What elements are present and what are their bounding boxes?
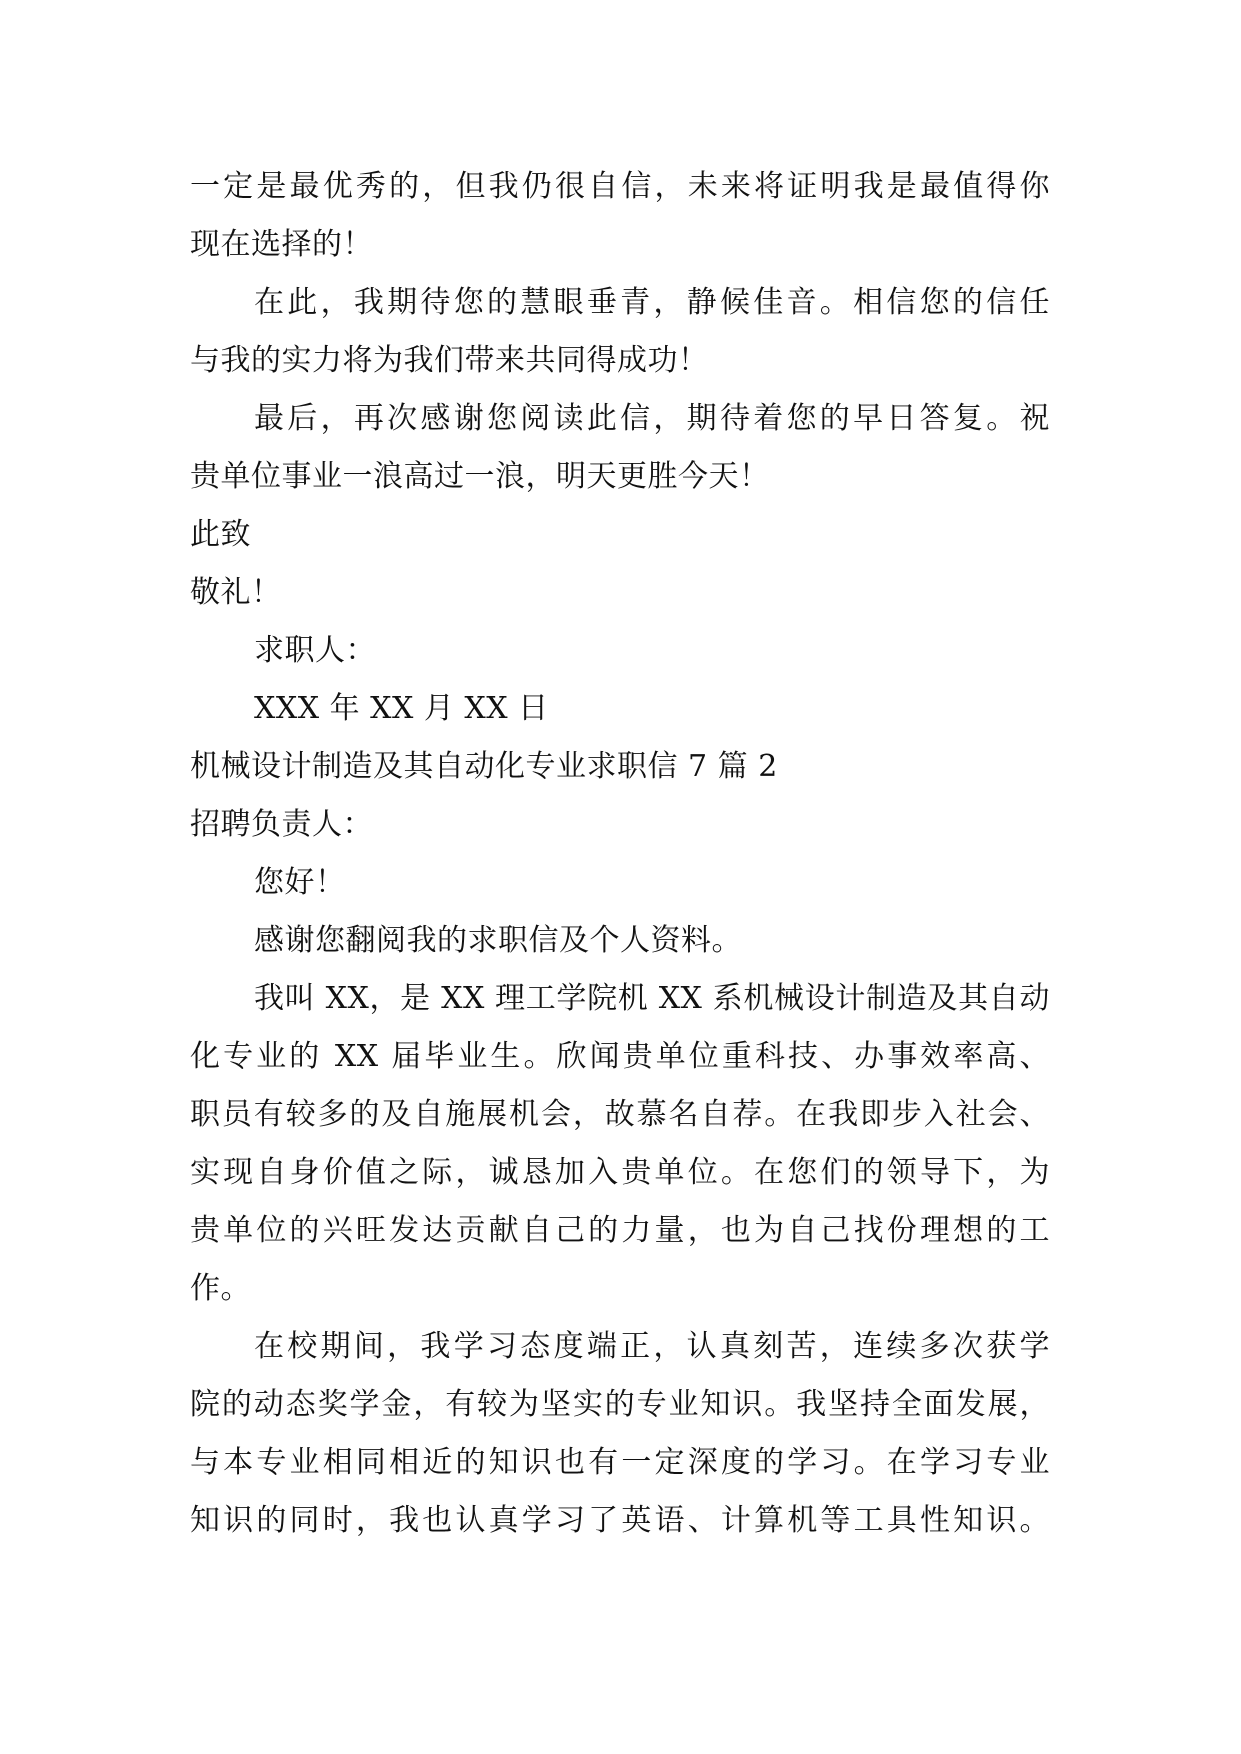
- text-line: 贵单位的兴旺发达贡献自己的力量，也为自己找份理想的工: [190, 1213, 1050, 1248]
- text-line: 在此，我期待您的慧眼垂青，静候佳音。相信您的信任: [254, 285, 1050, 320]
- signature-applicant: 求职人：: [254, 633, 376, 668]
- text-line: 在校期间，我学习态度端正，认真刻苦，连续多次获学: [254, 1329, 1050, 1364]
- text-line: 最后，再次感谢您阅读此信，期待着您的早日答复。祝: [254, 401, 1050, 436]
- text-line: 贵单位事业一浪高过一浪，明天更胜今天！: [190, 459, 770, 494]
- text-line: 一定是最优秀的，但我仍很自信，未来将证明我是最值得你: [190, 169, 1050, 204]
- text-line: 感谢您翻阅我的求职信及个人资料。: [254, 923, 742, 958]
- letter-greeting: 您好！: [254, 865, 346, 900]
- section-heading: 机械设计制造及其自动化专业求职信 7 篇 2: [190, 749, 778, 784]
- text-line: 与我的实力将为我们带来共同得成功！: [190, 343, 709, 378]
- signature-date: XXX 年 XX 月 XX 日: [254, 691, 549, 726]
- closing-regards: 敬礼！: [190, 575, 282, 610]
- closing-salutation: 此致: [190, 517, 251, 552]
- text-line: 职员有较多的及自施展机会，故慕名自荐。在我即步入社会、: [190, 1097, 1050, 1132]
- text-line: 实现自身价值之际，诚恳加入贵单位。在您们的领导下，为: [190, 1155, 1050, 1190]
- text-line: 我叫 XX，是 XX 理工学院机 XX 系机械设计制造及其自动: [254, 981, 1050, 1016]
- text-line: 作。: [190, 1271, 251, 1306]
- text-line: 现在选择的！: [190, 227, 373, 262]
- letter-addressee: 招聘负责人：: [190, 807, 373, 842]
- text-line: 与本专业相同相近的知识也有一定深度的学习。在学习专业: [190, 1445, 1050, 1480]
- text-line: 院的动态奖学金，有较为坚实的专业知识。我坚持全面发展，: [190, 1387, 1050, 1422]
- text-line: 化专业的 XX 届毕业生。欣闻贵单位重科技、办事效率高、: [190, 1039, 1050, 1074]
- text-line: 知识的同时，我也认真学习了英语、计算机等工具性知识。: [190, 1503, 1050, 1538]
